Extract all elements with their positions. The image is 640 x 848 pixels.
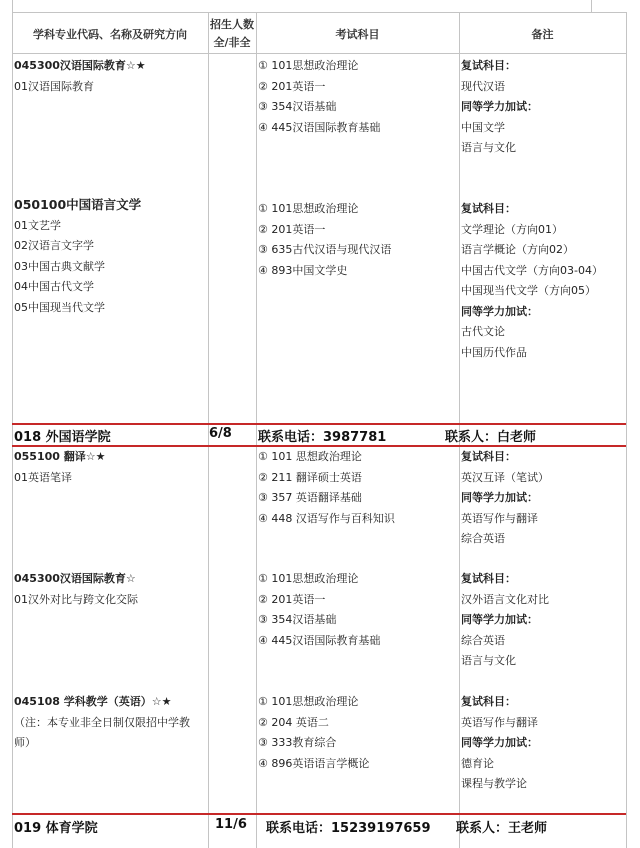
exam-item: ① 101 思想政治理论 [258, 450, 362, 463]
direction-item: 01英语笔译 [14, 470, 72, 484]
note-item: 文学理论（方向01） [461, 222, 563, 236]
header-major: 学科专业代码、名称及研究方向 [33, 28, 187, 41]
direction-note: （注：本专业非全日制仅限招中学教 [14, 715, 190, 729]
exam-item: ① 101思想政治理论 [258, 59, 359, 72]
note-heading: 复试科目： [461, 59, 516, 72]
institute-divider-019-top [12, 813, 626, 815]
exam-item: ④ 893中国文学史 [258, 263, 348, 277]
note-item: 综合英语 [461, 532, 505, 545]
major-name: 045108 学科教学（英语）☆★ [14, 695, 172, 708]
header-exams: 考试科目 [335, 28, 380, 41]
major-name: 045300汉语国际教育☆★ [14, 59, 146, 72]
program-exams-cell [258, 199, 391, 281]
header-quota-line2: 全/非全 [213, 36, 251, 49]
exam-item: ② 201英语一 [258, 222, 326, 236]
program-notes-cell [461, 199, 603, 363]
institute-contact: 联系人：王老师 [456, 821, 548, 836]
note-heading: 同等学力加试： [461, 736, 538, 749]
institute-quota: 6/8 [209, 426, 232, 441]
exam-item: ② 201英语一 [258, 592, 326, 606]
note-item: 英语写作与翻译 [461, 511, 538, 525]
program-notes-cell [461, 569, 549, 672]
note-item: 语言学概论（方向02） [461, 243, 574, 256]
header-bottom-border [12, 53, 626, 54]
direction-note: 师） [14, 736, 36, 749]
major-name: 055100 翻译☆★ [14, 450, 106, 463]
institute-quota: 11/6 [215, 817, 247, 832]
program-exams-cell [258, 692, 369, 774]
note-item: 综合英语 [461, 633, 505, 647]
note-item: 现代汉语 [461, 79, 505, 93]
exam-item: ③ 354汉语基础 [258, 100, 337, 113]
note-heading: 复试科目： [461, 202, 516, 215]
header-quota-line1: 招生人数 [210, 18, 254, 31]
institute-contact: 联系人：白老师 [445, 430, 537, 445]
major-name: 050100中国语言文学 [14, 197, 142, 212]
program-major-cell [14, 195, 141, 318]
exam-item: ③ 357 英语翻译基础 [258, 491, 362, 504]
major-name: 045300汉语国际教育☆ [14, 572, 136, 585]
exam-item: ④ 448 汉语写作与百科知识 [258, 511, 395, 525]
note-item: 中国古代文学（方向03-04） [461, 263, 603, 277]
program-major-cell [14, 56, 146, 97]
note-item: 中国历代作品 [461, 345, 527, 359]
institute-phone: 联系电话：3987781 [258, 430, 387, 445]
exam-item: ② 201英语一 [258, 79, 326, 93]
exam-item: ② 204 英语二 [258, 715, 329, 729]
note-item: 德育论 [461, 756, 494, 770]
direction-item: 01汉语国际教育 [14, 79, 94, 93]
program-exams-cell [258, 447, 395, 529]
col-divider-5 [626, 12, 627, 848]
direction-item: 04中国古代文学 [14, 280, 94, 293]
note-heading: 复试科目： [461, 450, 516, 463]
exam-item: ① 101思想政治理论 [258, 202, 359, 215]
program-exams-cell [258, 56, 380, 138]
header-notes: 备注 [531, 28, 554, 41]
program-notes-cell [461, 56, 538, 159]
note-item: 英语写作与翻译 [461, 715, 538, 729]
top-stub-right [591, 0, 592, 12]
direction-item: 02汉语言文字学 [14, 239, 94, 252]
note-item: 中国现当代文学（方向05） [461, 284, 596, 297]
program-major-cell [14, 447, 105, 488]
program-major-cell [14, 692, 190, 754]
table-top-border [12, 12, 626, 13]
col-divider-3 [256, 12, 257, 848]
note-item: 古代文论 [461, 325, 505, 338]
note-item: 课程与教学论 [461, 777, 527, 790]
direction-item: 01文艺学 [14, 218, 61, 232]
exam-item: ① 101思想政治理论 [258, 572, 359, 585]
direction-item: 05中国现当代文学 [14, 300, 105, 314]
note-item: 中国文学 [461, 120, 505, 134]
exam-item: ③ 354汉语基础 [258, 613, 337, 626]
note-heading: 复试科目： [461, 572, 516, 585]
institute-divider-018-top [12, 423, 626, 425]
program-exams-cell [258, 569, 380, 651]
exam-item: ③ 635古代汉语与现代汉语 [258, 243, 392, 256]
exam-item: ④ 445汉语国际教育基础 [258, 120, 381, 134]
note-heading: 复试科目： [461, 695, 516, 708]
note-item: 汉外语言文化对比 [461, 592, 549, 606]
note-heading: 同等学力加试： [461, 304, 538, 318]
note-heading: 同等学力加试： [461, 491, 538, 504]
program-notes-cell [461, 692, 538, 795]
direction-item: 01汉外对比与跨文化交际 [14, 592, 138, 606]
note-heading: 同等学力加试： [461, 613, 538, 626]
direction-item: 03中国古典文献学 [14, 259, 105, 273]
program-notes-cell [461, 447, 549, 550]
institute-name: 018 外国语学院 [14, 430, 111, 445]
exam-item: ④ 445汉语国际教育基础 [258, 633, 381, 647]
exam-item: ④ 896英语语言学概论 [258, 756, 370, 770]
institute-name: 019 体育学院 [14, 821, 98, 836]
institute-phone: 联系电话：15239197659 [266, 821, 431, 836]
note-heading: 同等学力加试： [461, 100, 538, 113]
program-major-cell [14, 569, 138, 610]
note-item: 英汉互译（笔试） [461, 470, 549, 484]
exam-item: ① 101思想政治理论 [258, 695, 359, 708]
header-quota [208, 16, 256, 52]
exam-item: ② 211 翻译硕士英语 [258, 470, 362, 484]
exam-item: ③ 333教育综合 [258, 736, 337, 749]
note-item: 语言与文化 [461, 654, 516, 667]
note-item: 语言与文化 [461, 141, 516, 154]
